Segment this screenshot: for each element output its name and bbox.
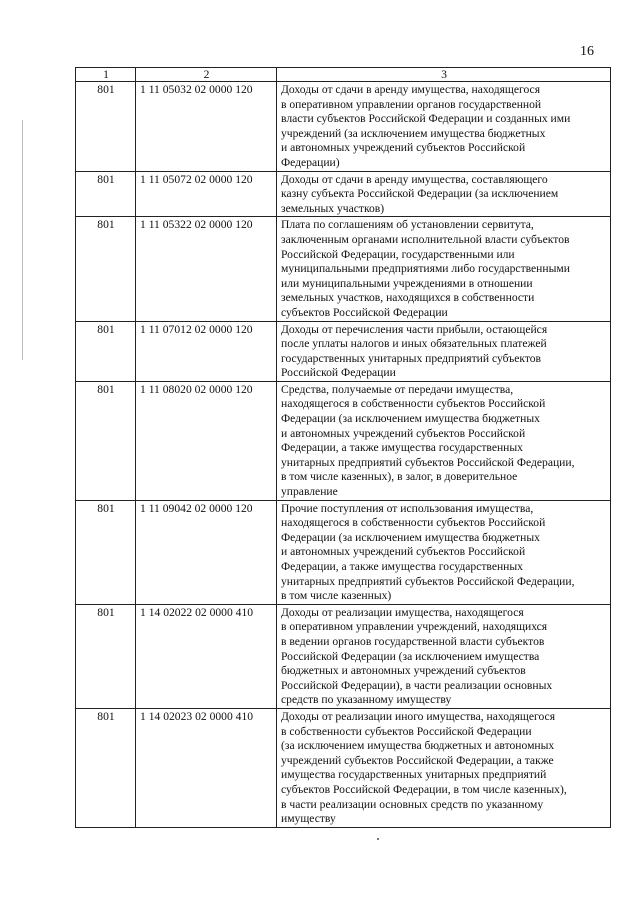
description-line: учреждений (за исключением имущества бюджетных — [281, 126, 546, 140]
description-line: Российской Федерации), в части реализации основных — [281, 678, 553, 692]
revenue-description-cell — [277, 82, 611, 172]
description-line: унитарных предприятий субъектов Российской Федерации, — [281, 574, 575, 588]
description-line: (за исключением имущества бюджетных и автономных — [281, 739, 555, 753]
description-line: субъектов Российской Федерации — [281, 305, 448, 319]
revenue-code-cell: 1 11 09042 02 0000 120 — [136, 500, 277, 604]
description-line: в части реализации основных средств по указанному — [281, 797, 544, 811]
description-line: Российской Федерации (за исключением имущества — [281, 649, 540, 663]
revenue-code-cell: 1 11 05322 02 0000 120 — [136, 217, 277, 321]
table-row — [76, 171, 611, 217]
revenue-code-cell: 1 11 05072 02 0000 120 — [136, 171, 277, 217]
description-line: в оперативном управлении учреждений, находящихся — [281, 620, 548, 634]
column-header-description: 3 — [277, 68, 611, 82]
scan-margin-line — [22, 120, 23, 360]
description-line: казну субъекта Российской Федерации (за исключением — [281, 187, 559, 201]
column-header-admin: 1 — [76, 68, 136, 82]
description-line: и автономных учреждений субъектов Российской — [281, 426, 526, 440]
admin-code-cell: 801 — [76, 217, 136, 321]
description-line: в ведении органов государственной власти субъектов — [281, 634, 545, 648]
revenue-description-cell — [277, 171, 611, 217]
table-header-row — [76, 68, 611, 82]
admin-code-cell: 801 — [76, 604, 136, 708]
table-row — [76, 708, 611, 827]
description-line: и автономных учреждений субъектов Российской — [281, 141, 526, 155]
table-row — [76, 82, 611, 172]
admin-code-cell: 801 — [76, 381, 136, 500]
description-line: находящегося в собственности субъектов Российской — [281, 397, 546, 411]
admin-code-cell: 801 — [76, 708, 136, 827]
description-line: Российской Федерации, государственными или — [281, 247, 515, 261]
description-line: Федерации, а также имущества государственных — [281, 441, 523, 455]
description-line: средств по указанному имуществу — [281, 693, 452, 707]
revenue-description-cell — [277, 604, 611, 708]
description-line: унитарных предприятий субъектов Российской Федерации, — [281, 455, 575, 469]
admin-code-cell: 801 — [76, 500, 136, 604]
admin-code-cell: 801 — [76, 82, 136, 172]
admin-code-cell: 801 — [76, 321, 136, 381]
revenue-description-cell — [277, 708, 611, 827]
description-line: Российской Федерации — [281, 366, 396, 380]
description-line: Федерации (за исключением имущества бюджетных — [281, 412, 540, 426]
revenue-description-cell — [277, 500, 611, 604]
description-line: и автономных учреждений субъектов Российской — [281, 545, 526, 559]
description-line: государственных унитарных предприятий субъектов — [281, 351, 542, 365]
description-line: Прочие поступления от использования имущества, — [281, 501, 534, 515]
table-row — [76, 604, 611, 708]
table-body — [76, 82, 611, 828]
admin-code-cell: 801 — [76, 171, 136, 217]
revenue-code-cell: 1 14 02022 02 0000 410 — [136, 604, 277, 708]
description-line: или муниципальными учреждениями в отношении — [281, 276, 533, 290]
revenue-code-cell: 1 11 07012 02 0000 120 — [136, 321, 277, 381]
description-line: субъектов Российской Федерации, в том числе казенных), — [281, 782, 567, 796]
description-line: Доходы от сдачи в аренду имущества, составляющего — [281, 172, 548, 186]
revenue-code-cell: 1 14 02023 02 0000 410 — [136, 708, 277, 827]
revenue-description-cell — [277, 321, 611, 381]
description-line: имуществу — [281, 812, 336, 826]
table-row — [76, 500, 611, 604]
revenue-description-cell — [277, 381, 611, 500]
table-row — [76, 217, 611, 321]
description-line: заключенным органами исполнительной власти субъектов — [281, 232, 570, 246]
description-line: в собственности субъектов Российской Федерации — [281, 724, 532, 738]
description-line: в оперативном управлении органов государственной — [281, 97, 542, 111]
description-line: управление — [281, 485, 338, 499]
description-line: бюджетных и автономных учреждений субъектов — [281, 664, 526, 678]
description-line: Плата по соглашениям об установлении сервитута, — [281, 218, 534, 232]
description-line: находящегося в собственности субъектов Российской — [281, 516, 546, 530]
table-row — [76, 321, 611, 381]
description-line: Федерации) — [281, 155, 340, 169]
description-line: после уплаты налогов и иных обязательных платежей — [281, 337, 547, 351]
description-line: в том числе казенных), в залог, в доверительное — [281, 470, 518, 484]
revenue-codes-table — [75, 67, 611, 828]
description-line: имущества государственных унитарных предприятий — [281, 768, 547, 782]
revenue-description-cell — [277, 217, 611, 321]
description-line: Средства, получаемые от передачи имущества, — [281, 382, 514, 396]
description-line: земельных участков, находящихся в собственности — [281, 291, 535, 305]
description-line: Федерации (за исключением имущества бюджетных — [281, 530, 540, 544]
table-row — [76, 381, 611, 500]
description-line: Доходы от перечисления части прибыли, остающейся — [281, 322, 548, 336]
scan-artifact — [377, 838, 379, 840]
revenue-code-cell: 1 11 08020 02 0000 120 — [136, 381, 277, 500]
description-line: Доходы от сдачи в аренду имущества, находящегося — [281, 83, 541, 96]
description-line: земельных участков) — [281, 201, 385, 215]
description-line: власти субъектов Российской Федерации и созданных ими — [281, 112, 571, 126]
description-line: в том числе казенных) — [281, 589, 392, 603]
description-line: Доходы от реализации имущества, находящегося — [281, 605, 524, 619]
description-line: Федерации, а также имущества государственных — [281, 560, 523, 573]
description-line: муниципальными предприятиями либо государственными — [281, 262, 570, 276]
column-header-code: 2 — [136, 68, 277, 82]
page-number: 16 — [580, 44, 594, 59]
revenue-code-cell: 1 11 05032 02 0000 120 — [136, 82, 277, 172]
description-line: учреждений субъектов Российской Федерации, а также — [281, 753, 554, 767]
description-line: Доходы от реализации иного имущества, находящегося — [281, 709, 556, 723]
